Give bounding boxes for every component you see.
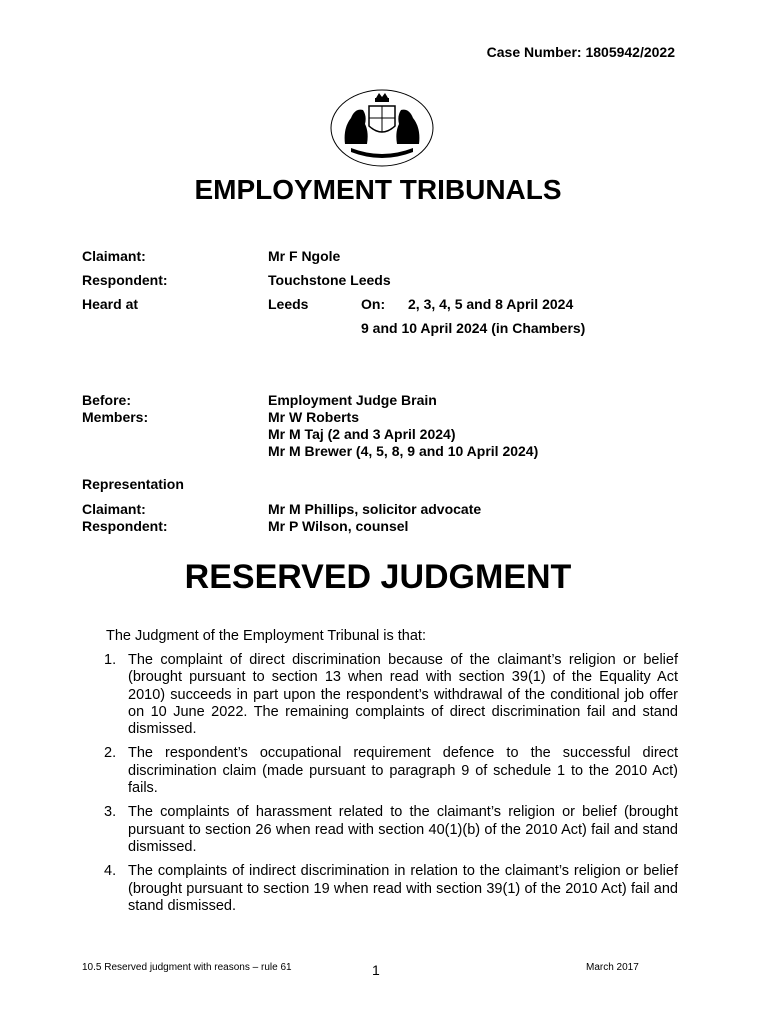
on-label: On:: [361, 296, 386, 312]
rep-claimant-value: Mr M Phillips, solicitor advocate: [268, 501, 482, 517]
judge-name: Employment Judge Brain: [268, 392, 437, 408]
page-title: EMPLOYMENT TRIBUNALS: [194, 174, 562, 205]
judgment-title: RESERVED JUDGMENT: [184, 558, 572, 596]
chambers-dates: 9 and 10 April 2024 (in Chambers): [361, 320, 586, 336]
claimant-label: Claimant:: [82, 248, 146, 264]
respondent-label: Respondent:: [82, 272, 168, 288]
claimant-name: Mr F Ngole: [268, 248, 341, 264]
footer-date: March 2017: [586, 962, 639, 973]
hearing-dates: 2, 3, 4, 5 and 8 April 2024: [408, 296, 574, 312]
item-number: 2.: [104, 745, 117, 762]
heard-at-location: Leeds: [268, 296, 309, 312]
member-name: Mr M Brewer (4, 5, 8, 9 and 10 April 2024): [268, 443, 539, 459]
item-number: 1.: [104, 652, 117, 668]
heard-at-label: Heard at: [82, 296, 139, 312]
members-label: Members:: [82, 409, 149, 425]
item-text: The complaints of harassment related to the claimant’s religion or belief (brought pursuant to section 26 when read with section 40(1)(b) of the 2010 Act) fail and stand dismissed.: [128, 804, 678, 855]
footer-reference: 10.5 Reserved judgment with reasons – rule 61: [82, 962, 292, 973]
case-number: Case Number: 1805942/2022: [486, 44, 675, 60]
rep-claimant-label: Claimant:: [82, 501, 146, 517]
judgment-list: [104, 652, 678, 922]
judgment-intro: The Judgment of the Employment Tribunal is that:: [106, 628, 426, 644]
representation-heading: Representation: [82, 476, 184, 492]
item-number: 3.: [104, 804, 117, 821]
before-label: Before:: [82, 392, 132, 408]
member-name: Mr W Roberts: [268, 409, 359, 425]
rep-respondent-value: Mr P Wilson, counsel: [268, 518, 409, 534]
judgment-item: [104, 745, 678, 797]
item-text: The respondent’s occupational requirement defence to the successful direct discrimination claim (made pursuant to paragraph 9 of schedule 1 to the 2010 Act) fails.: [128, 745, 678, 797]
item-number: 4.: [104, 863, 117, 880]
judgment-item: [104, 863, 678, 915]
item-text: The complaint of direct discrimination because of the claimant’s religion or belief (brought pursuant to section 13 when read with section 39(1) of the Equality Act 2010) succeeds in part upon the respondent’s withdrawal of the conditional job offer on 10 June 2022. The remaining complaints of direct discrimination fail and stand dismissed.: [128, 652, 678, 738]
member-name: Mr M Taj (2 and 3 April 2024): [268, 426, 456, 442]
royal-coat-of-arms-icon: [329, 88, 435, 168]
judgment-item: [104, 652, 678, 738]
item-text: The complaints of indirect discrimination in relation to the claimant’s religion or belief (brought pursuant to section 19 when read with section 39(1) of the 2010 Act) fail and stand dismissed.: [128, 863, 678, 914]
judgment-item: [104, 804, 678, 856]
respondent-name: Touchstone Leeds: [268, 272, 391, 288]
rep-respondent-label: Respondent:: [82, 518, 168, 534]
page-number: 1: [372, 962, 380, 978]
